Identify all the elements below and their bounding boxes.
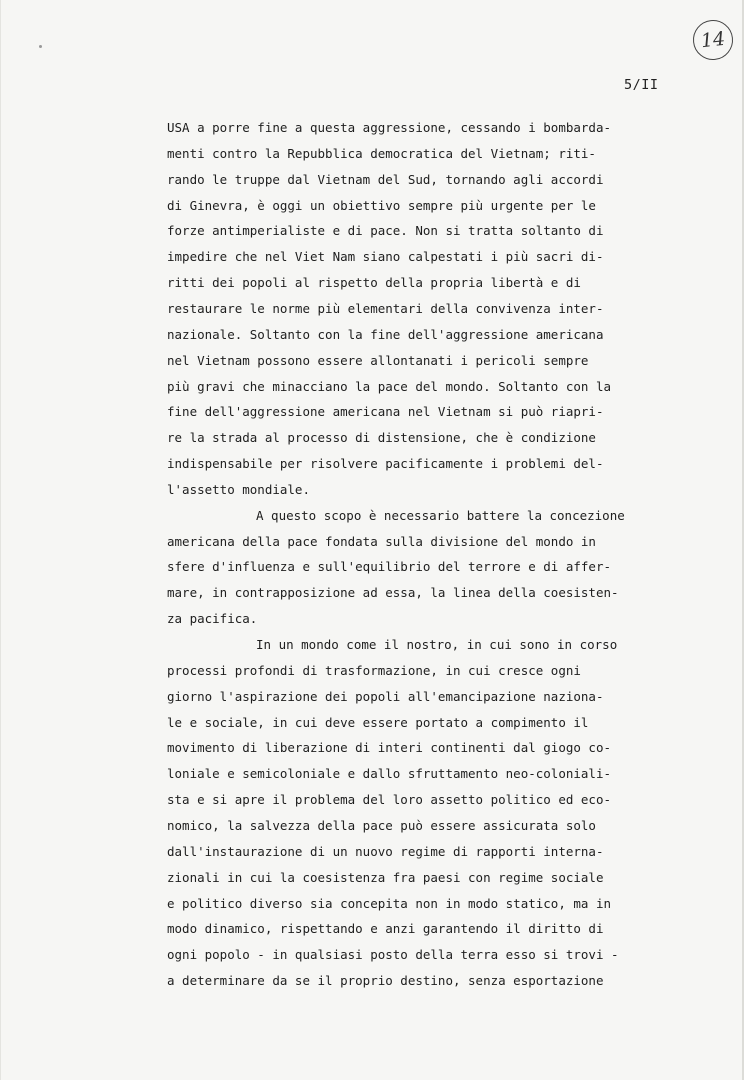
text-line: più gravi che minacciano la pace del mondo. Soltanto con la (167, 378, 612, 394)
text-line: sta e si apre il problema del loro assetto politico ed eco- (167, 792, 612, 808)
text-line: loniale e semicoloniale e dallo sfruttamento neo-coloniali- (167, 766, 612, 782)
text-line: movimento di liberazione di interi continenti dal giogo co- (167, 740, 612, 756)
page-number: 5/II (624, 77, 659, 93)
text-line: indispensabile per risolvere pacificamente i problemi del- (167, 456, 604, 472)
text-line: dall'instaurazione di un nuovo regime di rapporti interna- (167, 843, 604, 859)
text-line: restaurare le norme più elementari della convivenza inter- (167, 300, 604, 316)
text-line: di Ginevra, è oggi un obiettivo sempre più urgente per le (167, 197, 596, 213)
text-line: modo dinamico, rispettando e anzi garantendo il diritto di (167, 921, 604, 937)
paper-speck (39, 45, 42, 48)
text-line: americana della pace fondata sulla divisione del mondo in (167, 533, 596, 549)
text-line: zionali in cui la coesistenza fra paesi con regime sociale (167, 869, 604, 885)
text-line: giorno l'aspirazione dei popoli all'emancipazione naziona- (167, 688, 604, 704)
text-line: processi profondi di trasformazione, in cui cresce ogni (167, 662, 581, 678)
text-line: USA a porre fine a questa aggressione, cessando i bombarda- (167, 120, 612, 135)
text-line: le e sociale, in cui deve essere portato a compimento il (167, 714, 589, 730)
text-line: a determinare da se il proprio destino, senza esportazione (167, 973, 604, 989)
text-line: fine dell'aggressione americana nel Vietnam si può riapri- (167, 404, 604, 420)
text-line: nazionale. Soltanto con la fine dell'aggressione americana (167, 326, 604, 342)
text-line: A questo scopo è necessario battere la concezione (256, 507, 625, 523)
text-line: nel Vietnam possono essere allontanati i pericoli sempre (167, 352, 589, 368)
text-line: e politico diverso sia concepita non in modo statico, ma in (167, 895, 612, 911)
text-line: re la strada al processo di distensione, che è condizione (167, 430, 596, 446)
text-line: impedire che nel Viet Nam siano calpestati i più sacri di- (167, 249, 604, 265)
text-line: In un mondo come il nostro, in cui sono in corso (256, 637, 618, 652)
text-line: sfere d'influenza e sull'equilibrio del terrore e di affer- (167, 559, 612, 575)
text-line: za pacifica. (167, 611, 258, 627)
text-line: menti contro la Repubblica democratica del Vietnam; riti- (167, 145, 596, 161)
text-line: forze antimperialiste e di pace. Non si tratta soltanto di (167, 223, 604, 239)
text-line: rando le truppe dal Vietnam del Sud, tornando agli accordi (167, 171, 604, 187)
archive-number-stamp: 14 (691, 18, 735, 62)
text-line: l'assetto mondiale. (167, 481, 310, 497)
text-line: ritti dei popoli al rispetto della propria libertà e di (167, 275, 581, 291)
text-line: ogni popolo - in qualsiasi posto della terra esso si trovi - (167, 947, 619, 963)
text-line: nomico, la salvezza della pace può essere assicurata solo (167, 817, 596, 833)
text-line: mare, in contrapposizione ad essa, la linea della coesisten- (167, 585, 619, 601)
